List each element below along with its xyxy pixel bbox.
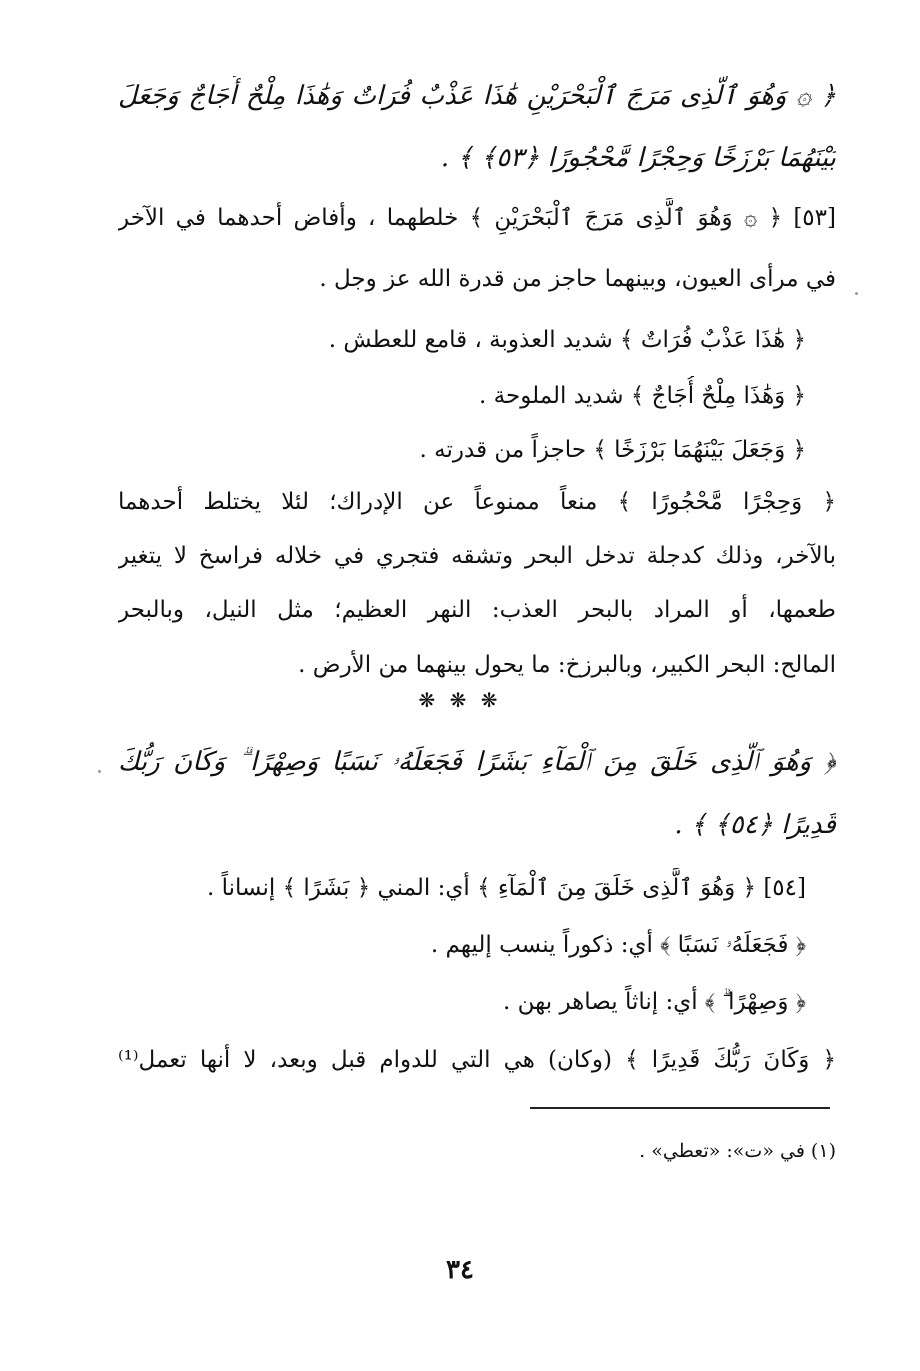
page-number: ٣٤ (446, 1255, 474, 1285)
verse-54-line-2: قَدِيرًا ﴿٥٤﴾ ﴾ . (674, 810, 836, 840)
commentary-54-line-4: ﴿ وَكَانَ رَبُّكَ قَدِيرًا ﴾ (وكان) هي التي للدوام قبل وبعد، لا أنها تعمل⁽¹⁾ (118, 1047, 836, 1073)
commentary-53-line-9: المالح: البحر الكبير، وبالبرزخ: ما يحول بينهما من الأرض . (298, 652, 836, 678)
commentary-54-line-2: ﴿ فَجَعَلَهُۥ نَسَبًا ﴾ أي: ذكوراً ينسب إليهم . (430, 932, 806, 958)
commentary-53-line-5: ﴿ وَجَعَلَ بَيْنَهُمَا بَرْزَخًا ﴾ حاجزاً من قدرته . (419, 437, 806, 463)
commentary-53-line-3: ﴿ هَٰذَا عَذْبٌ فُرَاتٌ ﴾ شديد العذوبة ، قامع للعطش . (328, 327, 806, 353)
verse-53-line-1: ﴿ ۞ وَهُوَ ٱلَّذِى مَرَجَ ٱلْبَحْرَيْنِ هَٰذَا عَذْبٌ فُرَاتٌ وَهَٰذَا مِلْحٌ أُجَاجٌ وَجَعَلَ (118, 81, 836, 111)
commentary-53-line-1: [٥٣] ﴿ ۞ وَهُوَ ٱلَّذِى مَرَجَ ٱلْبَحْرَيْنِ ﴾ خلطهما ، وأفاض أحدهما في الآخر (118, 205, 836, 231)
commentary-53-line-2: في مرأى العيون، وبينهما حاجز من قدرة الله عز وجل . (319, 266, 836, 292)
footnote-divider (530, 1107, 830, 1109)
commentary-53-line-7: بالآخر، وذلك كدجلة تدخل البحر وتشقه فتجري في خلاله فراسخ لا يتغير (118, 543, 836, 569)
commentary-54-line-1: [٥٤] ﴿ وَهُوَ ٱلَّذِى خَلَقَ مِنَ ٱلْمَآءِ ﴾ أي: المني ﴿ بَشَرًا ﴾ إنساناً . (206, 875, 806, 901)
commentary-54-line-3: ﴿ وَصِهْرًا ۗ ﴾ أي: إناثاً يصاهر بهن . (503, 989, 806, 1015)
verse-53-line-2: بَيْنَهُمَا بَرْزَخًا وَحِجْرًا مَّحْجُورًا ﴿٥٣﴾ ﴾ . (440, 143, 836, 173)
commentary-53-line-8: طعمها، أو المراد بالبحر العذب: النهر العظيم؛ مثل النيل، وبالبحر (118, 597, 836, 623)
commentary-53-line-6: ﴿ وَحِجْرًا مَّحْجُورًا ﴾ منعاً ممنوعاً عن الإدراك؛ لئلا يختلط أحدهما (118, 489, 836, 515)
section-separator: ❋ ❋ ❋ (418, 688, 502, 712)
verse-54-line-1: ﴿ وَهُوَ ٱلَّذِى خَلَقَ مِنَ ٱلْمَآءِ بَشَرًا فَجَعَلَهُۥ نَسَبًا وَصِهْرًا ۗ وَكَانَ رَبُّكَ (118, 747, 836, 777)
commentary-53-line-4: ﴿ وَهَٰذَا مِلْحٌ أُجَاجٌ ﴾ شديد الملوحة . (479, 383, 806, 409)
footnote: (١) في «ت»: «تعطي» . (639, 1140, 836, 1162)
scan-speck (98, 770, 101, 773)
scan-speck (855, 292, 858, 295)
